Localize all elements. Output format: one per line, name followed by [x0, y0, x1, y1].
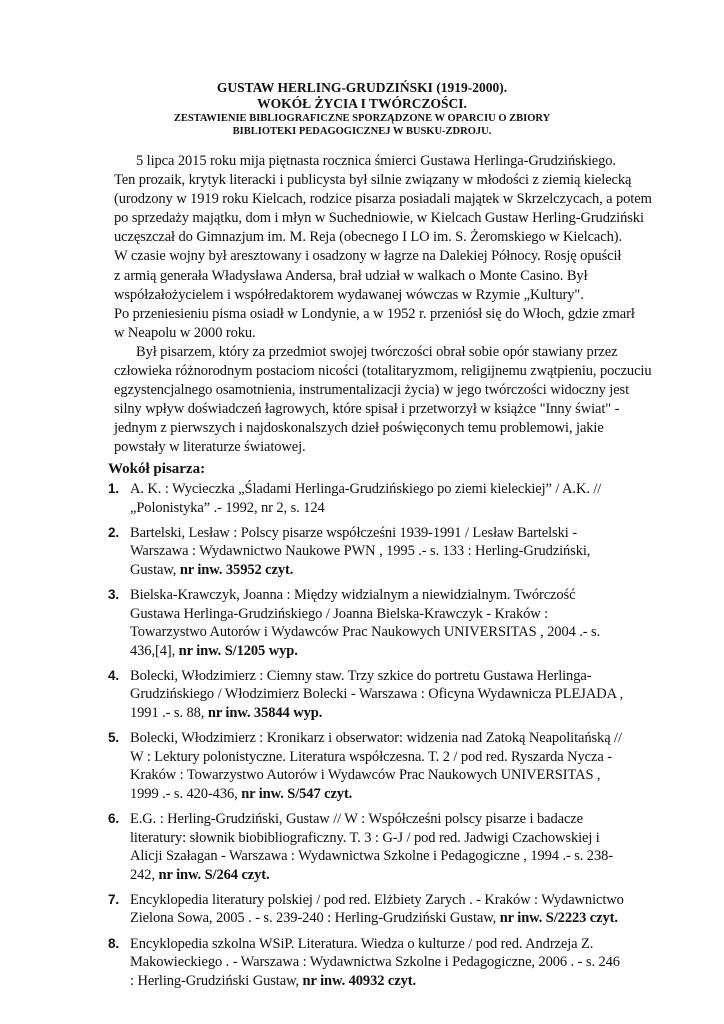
- entry-line: 436,[4],: [130, 642, 179, 659]
- intro-line: 5 lipca 2015 roku mija piętnasta rocznica śmierci Gustawa Herlinga-Grudzińskiego.: [136, 153, 616, 169]
- intro-line: Ten prozaik, krytyk literacki i publicysta był silnie związany w młodości z ziemią kielecką: [114, 172, 632, 189]
- inventory-number: nr inw. S/1205 wyp.: [178, 642, 298, 659]
- entry-line: Makowieckiego . - Warszawa : Wydawnictwa Szkolne i Pedagogiczne, 2006 . - s. 246: [130, 954, 620, 971]
- intro-line: uczęszczał do Gimnazjum im. M. Reja (obecnego I LO im. S. Żeromskiego w Kielcach).: [114, 229, 622, 246]
- entry-number: 8.: [108, 935, 120, 951]
- entry-line: Kraków : Towarzystwo Autorów i Wydawców Prac Naukowych UNIVERSITAS ,: [130, 767, 601, 784]
- intro-line: silny wpływ doświadczeń łagrowych, które spisał i przetworzył w książce "Inny świat" -: [114, 401, 620, 418]
- entry-number: 4.: [108, 667, 120, 683]
- section-title: Wokół pisarza:: [108, 461, 206, 477]
- entry-line: Alicji Szałagan - Warszawa : Wydawnictwa Szkolne i Pedagogiczne , 1994 .- s. 238-: [130, 848, 613, 865]
- bibliography-entry: [108, 810, 648, 884]
- entry-number: 6.: [108, 811, 120, 826]
- entry-line: W : Lektury polonistyczne. Literatura współczesna. T. 2 / pod red. Ryszarda Nycza -: [130, 748, 612, 765]
- entry-line: Bartelski, Lesław : Polscy pisarze współcześni 1939-1991 / Lesław Bartelski -: [130, 524, 577, 541]
- inventory-number: nr inw. 35952 czyt.: [179, 561, 294, 578]
- intro-line: współzałożycielem i współredaktorem wydawanej wówczas w Rzymie „Kultury".: [114, 286, 584, 303]
- inventory-number: nr inw. S/264 czyt.: [158, 866, 270, 883]
- entry-line: Encyklopedia literatury polskiej / pod red. Elżbiety Zarych . - Kraków : Wydawnictwo: [130, 891, 624, 908]
- document-header: [0, 80, 724, 138]
- intro-line: człowieka różnorodnym postaciom nicości (totalitaryzmom, religijnemu zwątpieniu, poczuciu: [114, 363, 652, 380]
- entry-line: 1991 .- s. 88,: [130, 705, 208, 722]
- entry-line: Gustaw,: [130, 561, 180, 578]
- intro-line: z armią generała Władysława Andersa, brał udział w walkach o Monte Casino. Był: [114, 267, 588, 284]
- bibliography-list: [108, 480, 648, 997]
- bibliography-entry: [108, 891, 648, 928]
- entry-number: 3.: [108, 586, 120, 602]
- intro-line: (urodzony w 1919 roku Kielcach, rodzice pisarza posiadali majątek w Skrzelczycach, a potem: [114, 191, 652, 208]
- intro-line: po sprzedaży majątku, dom i młyn w Suchedniowie, w Kielcach Gustaw Herling-Grudziński: [114, 210, 644, 227]
- entry-line: Warszawa : Wydawnictwo Naukowe PWN , 1995 .- s. 133 : Herling-Grudziński,: [130, 543, 591, 560]
- intro-line: w Neapolu w 2000 roku.: [114, 324, 256, 341]
- inventory-number: nr inw. 40932 czyt.: [302, 972, 416, 989]
- subtitle-line-2: BIBLIOTEKI PEDAGOGICZNEJ W BUSKU-ZDROJU.: [232, 126, 492, 137]
- entry-line: : Herling-Grudziński Gustaw,: [130, 972, 303, 989]
- title-line-2: WOKÓŁ ŻYCIA I TWÓRCZOŚCI.: [257, 96, 467, 111]
- entry-line: Bielska-Krawczyk, Joanna : Między widzialnym a niewidzialnym. Twórczość: [130, 586, 576, 603]
- bibliography-entry: [108, 480, 648, 517]
- intro-line: W czasie wojny był aresztowany i osadzony w łagrze na Dalekiej Północy. Rosję opuścił: [114, 248, 622, 265]
- entry-number: 1.: [108, 481, 120, 496]
- entry-line: Bolecki, Włodzimierz : Ciemny staw. Trzy szkice do portretu Gustawa Herlinga-: [130, 667, 592, 684]
- inventory-number: nr inw. S/2223 czyt.: [499, 910, 618, 927]
- inventory-number: nr inw. 35844 wyp.: [207, 705, 323, 722]
- intro-line: jednym z pierwszych i najdoskonalszych dzieł poświęconych temu problemowi, jakie: [114, 420, 604, 437]
- entry-line: Towarzystwo Autorów i Wydawców Prac Naukowych UNIVERSITAS , 2004 .- s.: [130, 624, 601, 641]
- bibliography-entry: [108, 729, 648, 803]
- entry-number: 7.: [108, 891, 120, 907]
- entry-number: 2.: [108, 524, 120, 540]
- bibliography-entry: [108, 586, 648, 660]
- entry-line: Encyklopedia szkolna WSiP. Literatura. Wiedza o kulturze / pod red. Andrzeja Z.: [130, 935, 594, 952]
- entry-line: Gustawa Herlinga-Grudzińskiego / Joanna Bielska-Krawczyk - Kraków :: [130, 605, 549, 622]
- entry-line: Zielona Sowa, 2005 . - s. 239-240 : Herling-Grudziński Gustaw,: [130, 910, 500, 927]
- intro-line: Po przeniesieniu pisma osiadł w Londynie, a w 1952 r. przeniósł się do Włoch, gdzie zmarł: [114, 305, 635, 322]
- bibliography-entry: [108, 524, 648, 580]
- entry-line: 1999 .- s. 420-436,: [130, 785, 242, 802]
- intro-text: [114, 152, 652, 458]
- entry-line: „Polonistyka” .- 1992, nr 2, s. 124: [130, 499, 325, 516]
- intro-line: Był pisarzem, który za przedmiot swojej twórczości obrał sobie opór stawiany przez: [136, 343, 618, 360]
- entry-line: Grudzińskiego / Włodzimierz Bolecki - Warszawa : Oficyna Wydawnicza PLEJADA ,: [130, 686, 624, 703]
- intro-line: powstały w literaturze światowej.: [114, 439, 306, 456]
- entry-line: A. K. : Wycieczka „Śladami Herlinga-Grudzińskiego po ziemi kieleckiej” / A.K. //: [130, 481, 602, 497]
- inventory-number: nr inw. S/547 czyt.: [241, 785, 353, 802]
- bibliography-entry: [108, 667, 648, 723]
- entry-number: 5.: [108, 730, 120, 746]
- bibliography-entry: [108, 935, 648, 991]
- intro-line: egzystencjalnego osamotnienia, instrumentalizacji życia) w jego twórczości widoczny jest: [114, 382, 630, 399]
- entry-line: E.G. : Herling-Grudziński, Gustaw // W : Współcześni polscy pisarze i badacze: [130, 811, 583, 827]
- entry-line: Bolecki, Włodzimierz : Kronikarz i obserwator: widzenia nad Zatoką Neapolitańską //: [130, 730, 622, 747]
- entry-line: 242,: [130, 866, 159, 883]
- entry-line: literatury: słownik biobibliograficzny. T. 3 : G-J / pod red. Jadwigi Czachowskiej i: [130, 829, 600, 846]
- subtitle-line-1: ZESTAWIENIE BIBLIOGRAFICZNE SPORZĄDZONE W OPARCIU O ZBIORY: [173, 113, 551, 124]
- title-line-1: GUSTAW HERLING-GRUDZIŃSKI (1919-2000).: [216, 80, 508, 95]
